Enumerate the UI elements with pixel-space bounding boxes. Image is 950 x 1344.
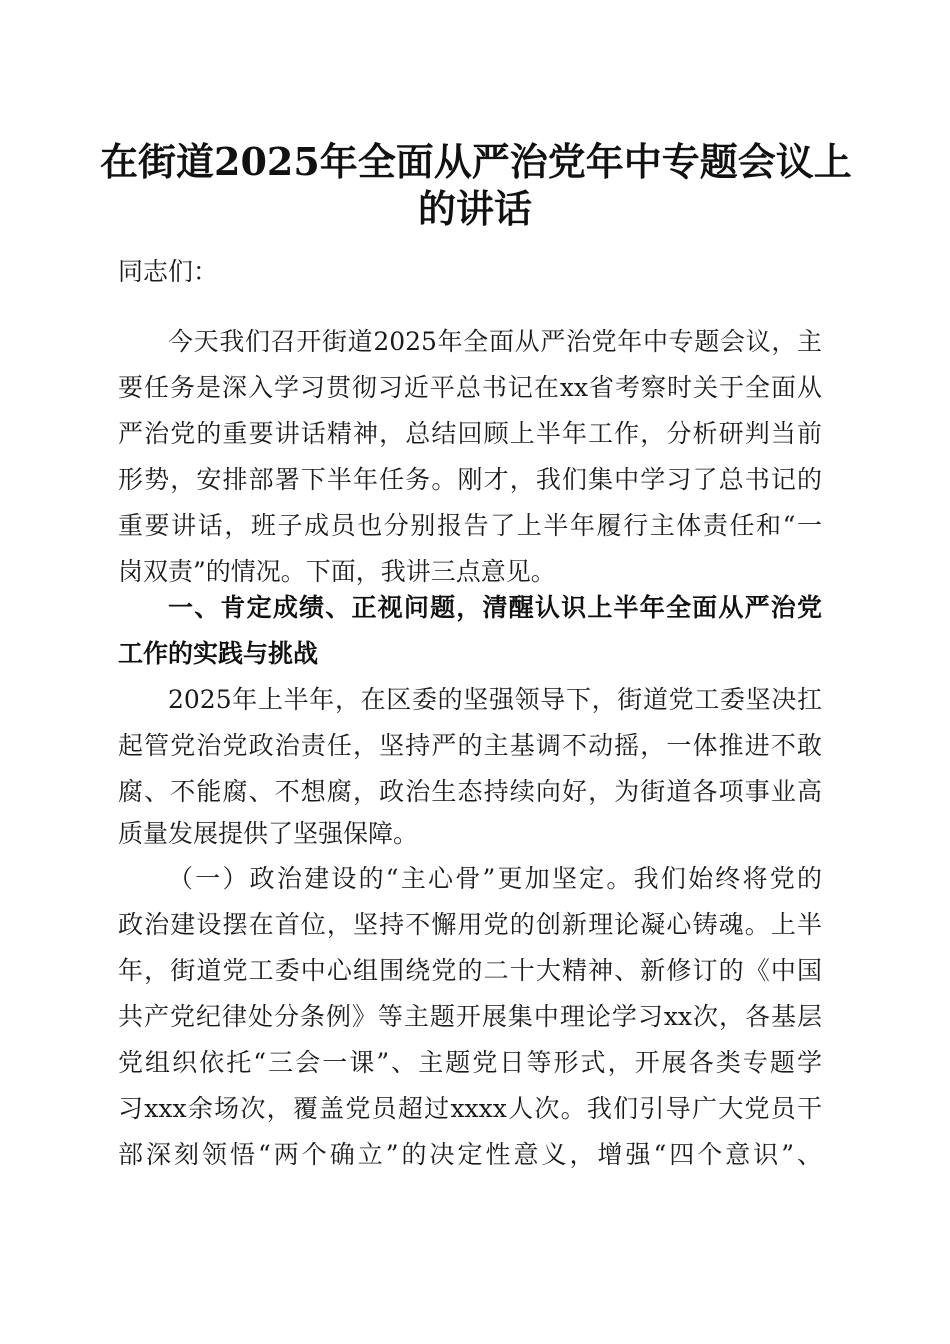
paragraph-line: 习xxx余场次，覆盖党员超过xxxx人次。我们引导广大党员干 xyxy=(118,1094,822,1123)
paragraph-line: 政治建设摆在首位，坚持不懈用党的创新理论凝心铸魂。上半 xyxy=(118,910,822,939)
document-title-line-2: 的讲话 xyxy=(417,186,532,231)
paragraph-line: 重要讲话，班子成员也分别报告了上半年履行主体责任和“一 xyxy=(118,511,822,540)
paragraph-line: 腐、不能腐、不想腐，政治生态持续向好，为街道各项事业高 xyxy=(118,777,822,806)
paragraph-line: 共产党纪律处分条例》等主题开展集中理论学习xx次，各基层 xyxy=(118,1002,822,1031)
section-heading: 一、肯定成绩、正视问题，清醒认识上半年全面从严治党 xyxy=(168,593,822,622)
paragraph-line: 形势，安排部署下半年任务。刚才，我们集中学习了总书记的 xyxy=(118,465,822,494)
paragraph-line: 部深刻领悟“两个确立”的决定性意义，增强“四个意识”、 xyxy=(118,1140,822,1169)
paragraph-line: 起管党治党政治责任，坚持严的主基调不动摇，一体推进不敢 xyxy=(118,731,822,760)
document-title-line-1: 在街道2025年全面从严治党年中专题会议上 xyxy=(100,139,852,184)
paragraph-line: 今天我们召开街道2025年全面从严治党年中专题会议，主 xyxy=(168,327,822,356)
paragraph-line: 严治党的重要讲话精神，总结回顾上半年工作，分析研判当前 xyxy=(118,419,822,448)
paragraph-line: 质量发展提供了坚强保障。 xyxy=(118,819,419,848)
paragraph-line: 岗双责”的情况。下面，我讲三点意见。 xyxy=(118,557,556,586)
paragraph-line: 年，街道党工委中心组围绕党的二十大精神、新修订的《中国 xyxy=(118,956,822,985)
paragraph-line: （一）政治建设的“主心骨”更加坚定。我们始终将党的 xyxy=(168,864,822,893)
paragraph-line: 2025年上半年，在区委的坚强领导下，街道党工委坚决扛 xyxy=(168,685,822,714)
salutation: 同志们： xyxy=(118,257,219,286)
paragraph-line: 要任务是深入学习贯彻习近平总书记在xx省考察时关于全面从 xyxy=(118,373,822,402)
section-heading: 工作的实践与挑战 xyxy=(118,639,319,668)
paragraph-line: 党组织依托“三会一课”、主题党日等形式，开展各类专题学 xyxy=(118,1048,822,1077)
